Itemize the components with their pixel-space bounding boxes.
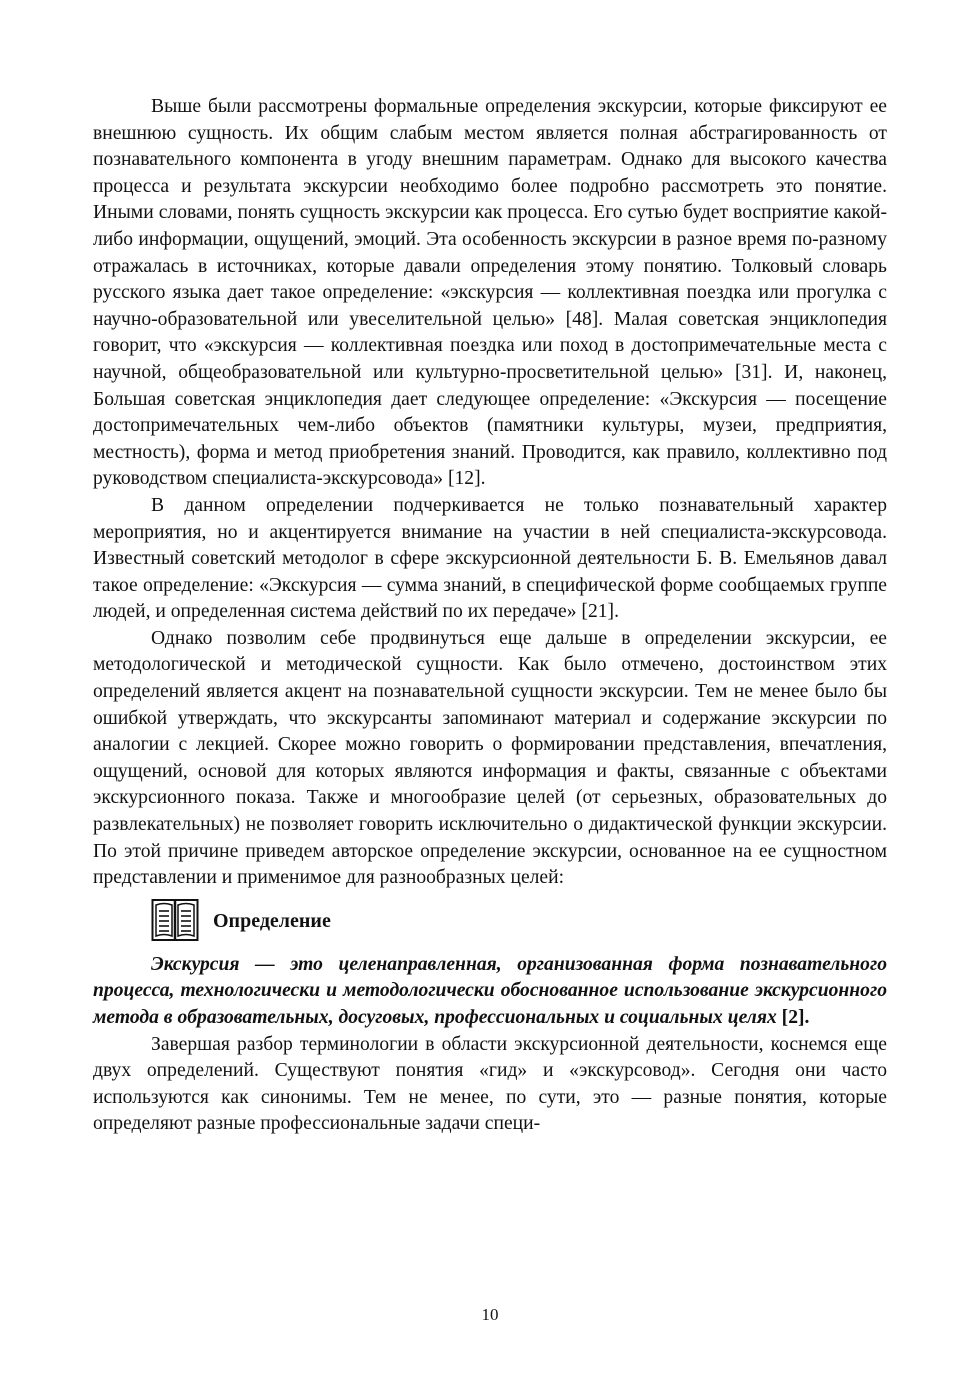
page-number: 10 — [481, 1305, 499, 1324]
paragraph-emelyanov-definition: В данном определении подчеркивается не только познавательный характер мероприятия, но и акцентируется внимание на участии в ней специалиста-экскурсовода. Известный советский методолог в сфере экскурсионной деятельности Б. В. Емельянов давал такое определение: «Экскурсия — сумма знаний, в специфической форме сообщаемых группе людей, и определенная система действий по их передаче» [21]. — [93, 494, 887, 623]
paragraph-author-approach: Однако позволим себе продвинуться еще дальше в определении экскурсии, ее методологической и методической сущности. Как было отмечено, достоинством этих определений является акцент на познавательной сущности экскурсии. Тем не менее было бы ошибкой утверждать, что экскурсанты запоминают материал и содержание экскурсии по аналогии с лекцией. Скорее можно говорить о формировании представления, впечатления, ощущений, основой для которых являются информация и факты, связанные с объектами экскурсионного показа. Также и многообразие целей (от серьезных, образовательных до развлекательных) не позволяет говорить исключительно о дидактической функции экскурсии. По этой причине приведем авторское определение экскурсии, основанное на ее сущностном представлении и применимое для разнообразных целей: — [93, 627, 887, 889]
paragraph-guide-terms: Завершая разбор терминологии в области экскурсионной деятельности, коснемся еще двух определений. Существуют понятия «гид» и «экскурсовод». Сегодня они часто используются как синонимы. Тем не менее, по сути, это — разные понятия, которые определяют разные профессиональные задачи специ- — [93, 1033, 887, 1135]
definition-text — [93, 952, 887, 1032]
definition-body: Экскурсия — это целенаправленная, организованная форма познавательного процесса, технологически и методологически обоснованное использование экскурсионного метода в образовательных, досуговых, профессиональных и социальных целях — [93, 953, 887, 1028]
paragraph-formal-definitions: Выше были рассмотрены формальные определения экскурсии, которые фиксируют ее внешнюю сущность. Их общим слабым местом является полная абстрагированность от познавательного компонента в угоду внешним параметрам. Однако для высокого качества процесса и результата экскурсии необходимо более подробно рассмотреть это понятие. Иными словами, понять сущность экскурсии как процесса. Его сутью будет восприятие какой-либо информации, ощущений, эмоций. Эта особенность экскурсии в разное время по-разному отражалась в источниках, которые давали определения этому понятию. Толковый словарь русского языка дает такое определение: «экскурсия — коллективная поездка или прогулка с научно-образовательной или увеселительной целью» [48]. Малая советская энциклопедия говорит, что «экскурсия — коллективная поездка или поход в достопримечательные места с научной, общеобразовательной или культурно-просветительной целью» [31]. И, наконец, Большая советская энциклопедия дает следующее определение: «Экскурсия — посещение достопримечательных чем-либо объектов (памятники культуры, музеи, предприятия, местность), форма и метод приобретения знаний. Проводится, как правило, коллективно под руководством специалиста-экскурсовода» [12]. — [93, 96, 887, 490]
body-text — [93, 94, 887, 1138]
definition-heading — [93, 896, 887, 948]
definition-reference: [2]. — [776, 1007, 810, 1028]
open-book-icon — [151, 898, 199, 942]
definition-title: Определение — [213, 909, 331, 932]
